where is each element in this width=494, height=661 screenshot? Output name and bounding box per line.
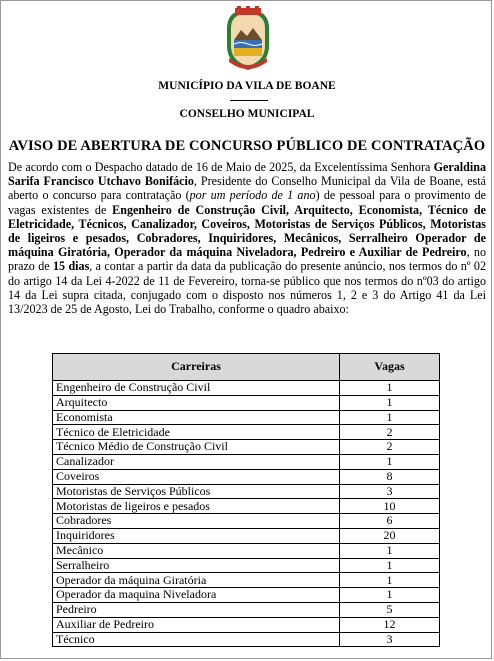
table-row (53, 499, 440, 514)
career-cell: Auxiliar de Pedreiro (53, 617, 340, 632)
vacancies-cell: 5 (340, 602, 440, 617)
president-name: Geraldina Sarifa Francisco Utchavo Bonifácio (8, 160, 486, 189)
vacancies-cell: 1 (340, 454, 440, 469)
career-cell: Cobradores (53, 514, 340, 529)
table-row (53, 454, 440, 469)
table-row (53, 440, 440, 455)
career-cell: Motoristas de ligeiros e pesados (53, 499, 340, 514)
table-row (53, 543, 440, 558)
notice-body (8, 160, 486, 316)
vacancies-cell: 2 (340, 425, 440, 440)
municipal-crest-icon (223, 6, 273, 72)
career-cell: Pedreiro (53, 602, 340, 617)
vacancies-cell: 20 (340, 528, 440, 543)
table-row (53, 410, 440, 425)
body-text-5: , a contar a partir da data da publicação do presente anúncio, nos termos do nº 02 do artigo 14 da Lei 4-2022 de 11 de Fevereiro, torna-se público que nos termos do nº03 do artigo 14 da Lei supra citada, conjugado com o disposto nos números 1, 2 e 3 do Artigo 41 da Lei 13/2023 de 25 de Agosto, Lei do Trabalho, conforme o quadro abaixo: (8, 259, 486, 317)
vacancies-cell: 1 (340, 558, 440, 573)
career-cell: Coveiros (53, 469, 340, 484)
contract-period: por um período de 1 ano (189, 188, 316, 203)
vacancies-cell: 1 (340, 381, 440, 396)
column-header-careers: Carreiras (53, 354, 340, 381)
vacancies-cell: 3 (340, 632, 440, 647)
header-divider (230, 100, 268, 101)
vacancies-cell: 1 (340, 395, 440, 410)
career-cell: Técnico de Eletricidade (53, 425, 340, 440)
table-row (53, 395, 440, 410)
career-cell: Técnico (53, 632, 340, 647)
vacancies-cell: 1 (340, 410, 440, 425)
deadline: 15 dias (53, 259, 90, 274)
table-row (53, 617, 440, 632)
career-cell: Operador da maquina Niveladora (53, 588, 340, 603)
notice-title: AVISO DE ABERTURA DE CONCURSO PÚBLICO DE CONTRATAÇÃO (8, 138, 486, 154)
vacancies-cell: 1 (340, 543, 440, 558)
table-row (53, 514, 440, 529)
table-row (53, 528, 440, 543)
career-cell: Engenheiro de Construção Civil (53, 381, 340, 396)
body-text-3: ) de pessoal para o provimento de vagas existentes de (8, 188, 486, 217)
column-header-vacancies: Vagas (340, 354, 440, 381)
career-cell: Economista (53, 410, 340, 425)
table-row (53, 632, 440, 647)
table-row (53, 588, 440, 603)
body-text-2: , Presidente do Conselho Municipal da Vila de Boane, está aberto o concurso para contratação ( (8, 174, 486, 203)
career-cell: Serralheiro (53, 558, 340, 573)
municipality-title: MUNICÍPIO DA VILA DE BOANE (158, 80, 336, 92)
positions-list: Engenheiro de Construção Civil, Arquitecto, Economista, Técnico de Eletricidade, Técnicos, Canalizador, Coveiros, Motoristas de Serviços Públicos, Motoristas de ligeiros e pesados, Cobradores, Inquiridores, Mecânicos, Serralheiro Operador de máquina Giratória, Operador da máquina Niveladora, Pedreiro e Auxiliar de Pedreiro (8, 202, 486, 260)
vacancies-cell: 2 (340, 440, 440, 455)
body-text-1: De acordo com o Despacho datado de 16 de Maio de 2025, da Excelentíssima Senhora (8, 160, 434, 174)
vacancies-cell: 1 (340, 573, 440, 588)
career-cell: Mecânico (53, 543, 340, 558)
vacancies-cell: 12 (340, 617, 440, 632)
career-cell: Técnico Médio de Construção Civil (53, 440, 340, 455)
vacancies-cell: 10 (340, 499, 440, 514)
career-cell: Motoristas de Serviços Públicos (53, 484, 340, 499)
career-cell: Canalizador (53, 454, 340, 469)
table-row (53, 469, 440, 484)
council-title: CONSELHO MUNICIPAL (179, 108, 315, 120)
table-row (53, 558, 440, 573)
vacancies-cell: 3 (340, 484, 440, 499)
career-cell: Operador da máquina Giratória (53, 573, 340, 588)
vacancies-cell: 8 (340, 469, 440, 484)
table-row (53, 425, 440, 440)
table-row (53, 381, 440, 396)
body-text-4: , no prazo de (8, 245, 486, 274)
table-row (53, 573, 440, 588)
career-cell: Arquitecto (53, 395, 340, 410)
table-row (53, 484, 440, 499)
vacancies-cell: 1 (340, 588, 440, 603)
vacancies-cell: 6 (340, 514, 440, 529)
vacancies-table (52, 353, 440, 647)
table-header-row (53, 354, 440, 381)
career-cell: Inquiridores (53, 528, 340, 543)
table-row (53, 602, 440, 617)
